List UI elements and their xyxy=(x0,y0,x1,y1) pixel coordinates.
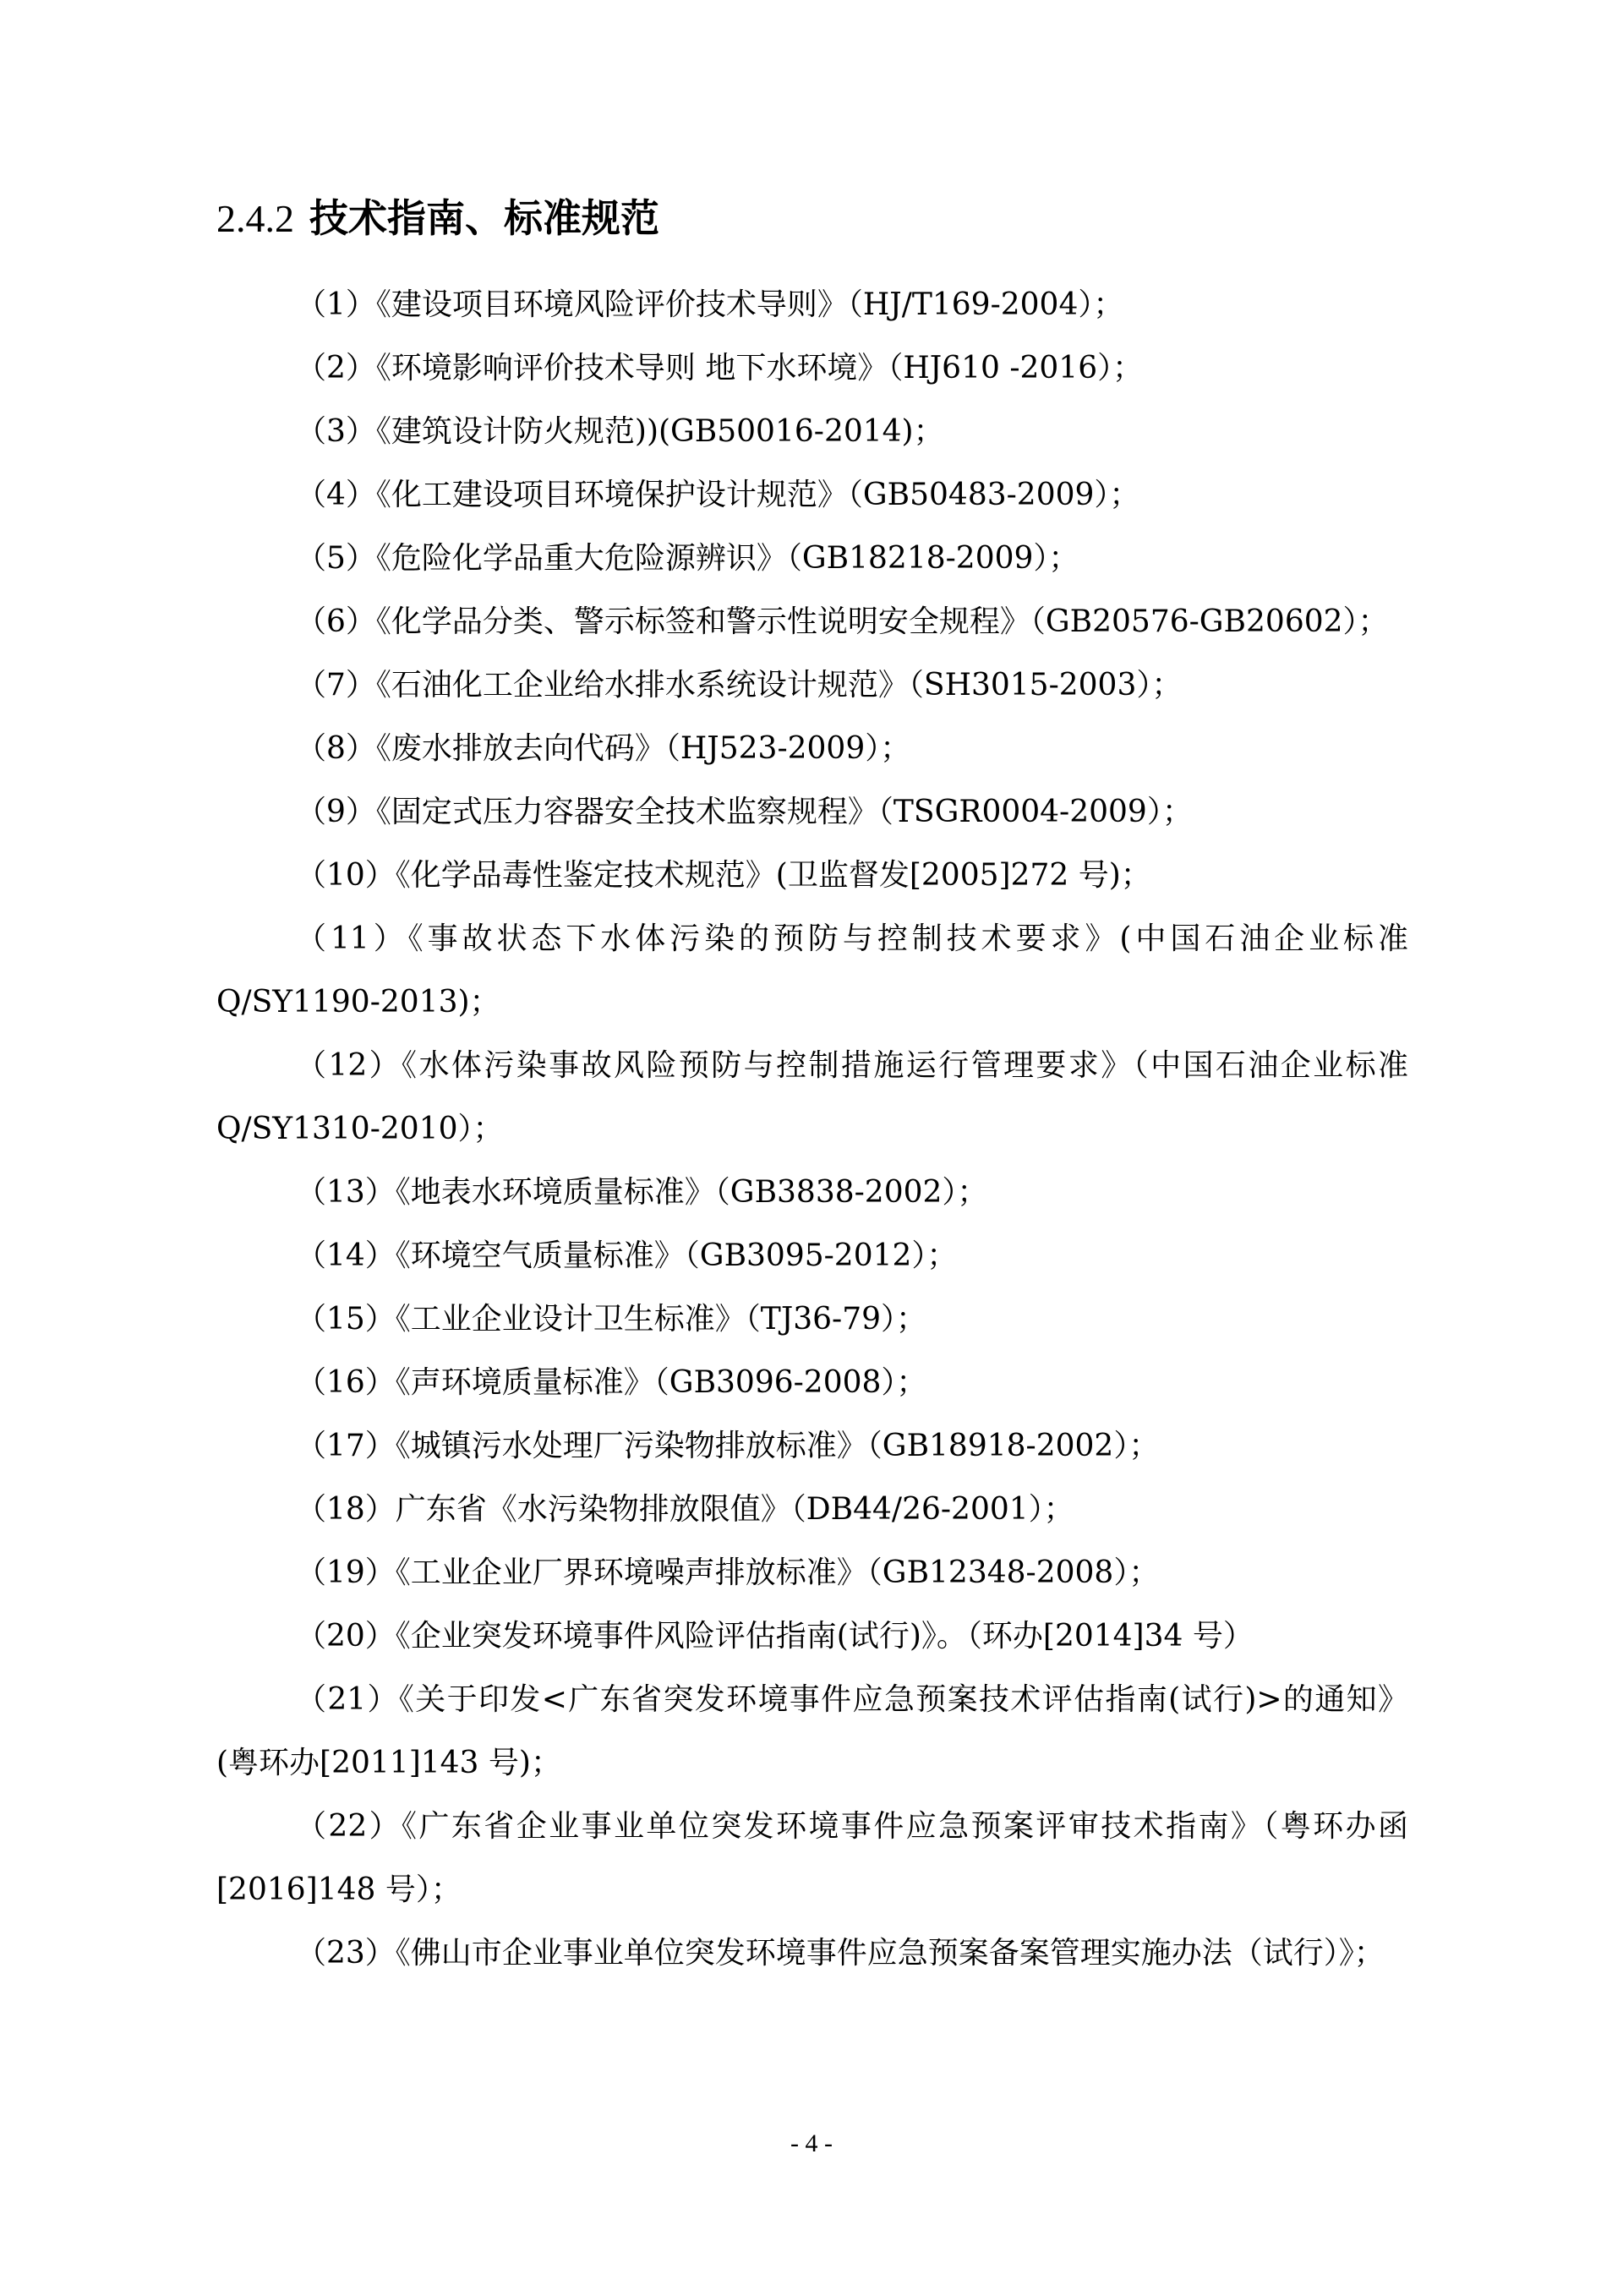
section-number: 2.4.2 xyxy=(216,197,294,240)
reference-item: （22）《广东省企业事业单位突发环境事件应急预案评审技术指南》（粤环办函[2016]148 号）； xyxy=(216,1809,1408,1907)
section-title: 技术指南、标准规范 xyxy=(309,195,659,241)
page-number: - 4 - xyxy=(790,2129,833,2157)
reference-item: （10）《化学品毒性鉴定技术规范》(卫监督发[2005]272 号)； xyxy=(296,858,1151,893)
reference-item: （2）《环境影响评价技术导则 地下水环境》（HJ610 -2016）； xyxy=(296,351,1144,385)
reference-item: （12）《水体污染事故风险预防与控制措施运行管理要求》（中国石油企业标准 Q/SY1310-2010）； xyxy=(216,1048,1408,1146)
reference-item: （1）《建设项目环境风险评价技术导则》（HJ/T169-2004）； xyxy=(296,287,1124,322)
reference-item: （16）《声环境质量标准》（GB3096-2008）； xyxy=(296,1365,927,1400)
reference-item: （20）《企业突发环境事件风险评估指南(试行)》。（环办[2014]34 号） xyxy=(296,1619,1254,1654)
reference-item: （23）《佛山市企业事业单位突发环境事件应急预案备案管理实施办法（试行）》； xyxy=(296,1936,1385,1971)
reference-item: （11）《事故状态下水体污染的预防与控制技术要求》(中国石油企业标准 Q/SY1190-2013)； xyxy=(216,921,1408,1020)
reference-item: （7）《石油化工企业给水排水系统设计规范》（SH3015-2003）； xyxy=(296,668,1183,702)
reference-item: （9）《固定式压力容器安全技术监察规程》（TSGR0004-2009）； xyxy=(296,795,1193,829)
reference-item: （15）《工业企业设计卫生标准》（TJ36-79）； xyxy=(296,1302,927,1337)
reference-item: （17）《城镇污水处理厂污染物排放标准》（GB18918-2002）； xyxy=(296,1429,1160,1463)
section-heading xyxy=(216,193,659,244)
reference-item: （13）《地表水环境质量标准》（GB3838-2002）； xyxy=(296,1175,988,1210)
reference-item: （6）《化学品分类、警示标签和警示性说明安全规程》（GB20576-GB20602）； xyxy=(296,604,1389,639)
reference-item: （21）《关于印发<广东省突发环境事件应急预案技术评估指南(试行)>的通知》(粤环办[2011]143 号)； xyxy=(216,1682,1408,1780)
reference-item: （8）《废水排放去向代码》（HJ523-2009）； xyxy=(296,731,911,766)
reference-item: （14）《环境空气质量标准》（GB3095-2012）； xyxy=(296,1238,958,1273)
reference-list xyxy=(216,273,1408,1985)
reference-item: （18）广东省《水污染物排放限值》（DB44/26-2001）； xyxy=(296,1492,1074,1527)
reference-item: （3）《建筑设计防火规范))(GB50016-2014)； xyxy=(296,414,944,449)
reference-item: （4）《化工建设项目环境保护设计规范》（GB50483-2009）； xyxy=(296,478,1140,512)
reference-item: （5）《危险化学品重大危险源辨识》（GB18218-2009）； xyxy=(296,541,1079,576)
reference-item: （19）《工业企业厂界环境噪声排放标准》（GB12348-2008）； xyxy=(296,1555,1160,1590)
